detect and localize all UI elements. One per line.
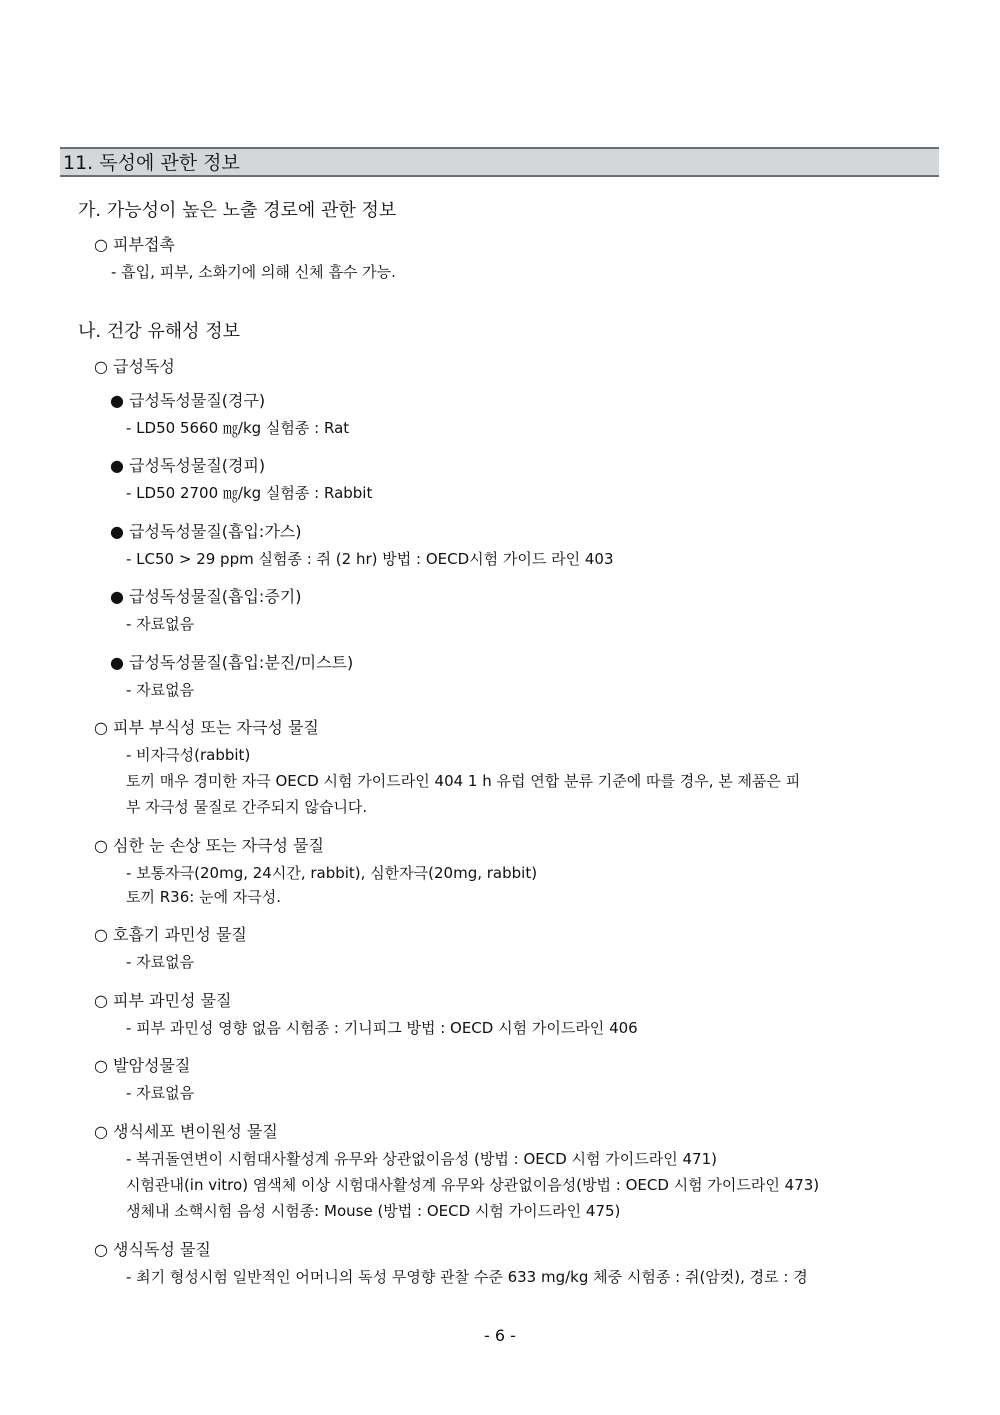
reproductive-toxicity-label: ○ 생식독성 물질 (94, 1240, 211, 1259)
acute-dermal-text: - LD50 2700 ㎎/kg 실험종 : Rabbit (126, 484, 373, 502)
acute-oral-text: - LD50 5660 ㎎/kg 실험종 : Rat (126, 419, 350, 437)
health-heading: 나. 건강 유해성 정보 (78, 321, 240, 342)
skin-sensitization-text: - 피부 과민성 영향 없음 시험종 : 기니피그 방법 : OECD 시험 가이드라인 406 (126, 1019, 638, 1037)
page-number: - 6 - (484, 1326, 516, 1345)
germ-cell-mutagenicity-label: ○ 생식세포 변이원성 물질 (94, 1122, 278, 1141)
eye-damage-label: ○ 심한 눈 손상 또는 자극성 물질 (94, 836, 324, 855)
acute-toxicity-label: ○ 급성독성 (94, 357, 175, 376)
carcinogenicity-text: - 자료없음 (126, 1084, 195, 1102)
carcinogenicity-label: ○ 발암성물질 (94, 1056, 191, 1075)
germ-cell-mutagenicity-line-1: - 복귀돌연변이 시험대사활성계 유무와 상관없이음성 (방법 : OECD 시험 가이드라인 471) (126, 1150, 717, 1168)
exposure-heading: 가. 가능성이 높은 노출 경로에 관한 정보 (78, 200, 397, 221)
skin-corrosion-line-3: 부 자극성 물질로 간주되지 않습니다. (126, 798, 368, 816)
acute-dust-text: - 자료없음 (126, 681, 195, 699)
eye-damage-line-2: 토끼 R36: 눈에 자극성. (126, 888, 282, 906)
acute-vapor-label: ● 급성독성물질(흡입:증기) (110, 587, 302, 606)
germ-cell-mutagenicity-line-2: 시험관내(in vitro) 염색체 이상 시험대사활성계 유무와 상관없이음성(방법 : OECD 시험 가이드라인 473) (126, 1176, 820, 1194)
skin-corrosion-line-2: 토끼 매우 경미한 자극 OECD 시험 가이드라인 404 1 h 유럽 연합 분류 기준에 따를 경우, 본 제품은 피 (126, 772, 801, 790)
acute-vapor-text: - 자료없음 (126, 615, 195, 633)
acute-oral-label: ● 급성독성물질(경구) (110, 391, 266, 410)
acute-gas-text: - LC50 > 29 ppm 실험종 : 쥐 (2 hr) 방법 : OECD시험 가이드 라인 403 (126, 550, 614, 568)
respiratory-sensitization-text: - 자료없음 (126, 953, 195, 971)
acute-gas-label: ● 급성독성물질(흡입:가스) (110, 522, 302, 541)
skin-corrosion-line-1: - 비자극성(rabbit) (126, 746, 251, 764)
skin-sensitization-label: ○ 피부 과민성 물질 (94, 991, 232, 1010)
skin-corrosion-label: ○ 피부 부식성 또는 자극성 물질 (94, 718, 319, 737)
eye-damage-line-1: - 보통자극(20mg, 24시간, rabbit), 심한자극(20mg, rabbit) (126, 864, 538, 882)
acute-dermal-label: ● 급성독성물질(경피) (110, 456, 266, 475)
reproductive-toxicity-text: - 최기 형성시험 일반적인 어머니의 독성 무영향 관찰 수준 633 mg/kg 체중 시험종 : 쥐(암컷), 경로 : 경 (126, 1268, 808, 1286)
section-header (60, 147, 939, 177)
exposure-item-skin-label: ○ 피부접촉 (94, 235, 175, 254)
respiratory-sensitization-label: ○ 호흡기 과민성 물질 (94, 925, 247, 944)
germ-cell-mutagenicity-line-3: 생체내 소핵시험 음성 시험종: Mouse (방법 : OECD 시험 가이드라인 475) (126, 1202, 621, 1220)
exposure-item-skin-text: - 흡입, 피부, 소화기에 의해 신체 흡수 가능. (111, 263, 396, 281)
section-title: 11. 독성에 관한 정보 (63, 152, 240, 174)
acute-dust-label: ● 급성독성물질(흡입:분진/미스트) (110, 653, 354, 672)
